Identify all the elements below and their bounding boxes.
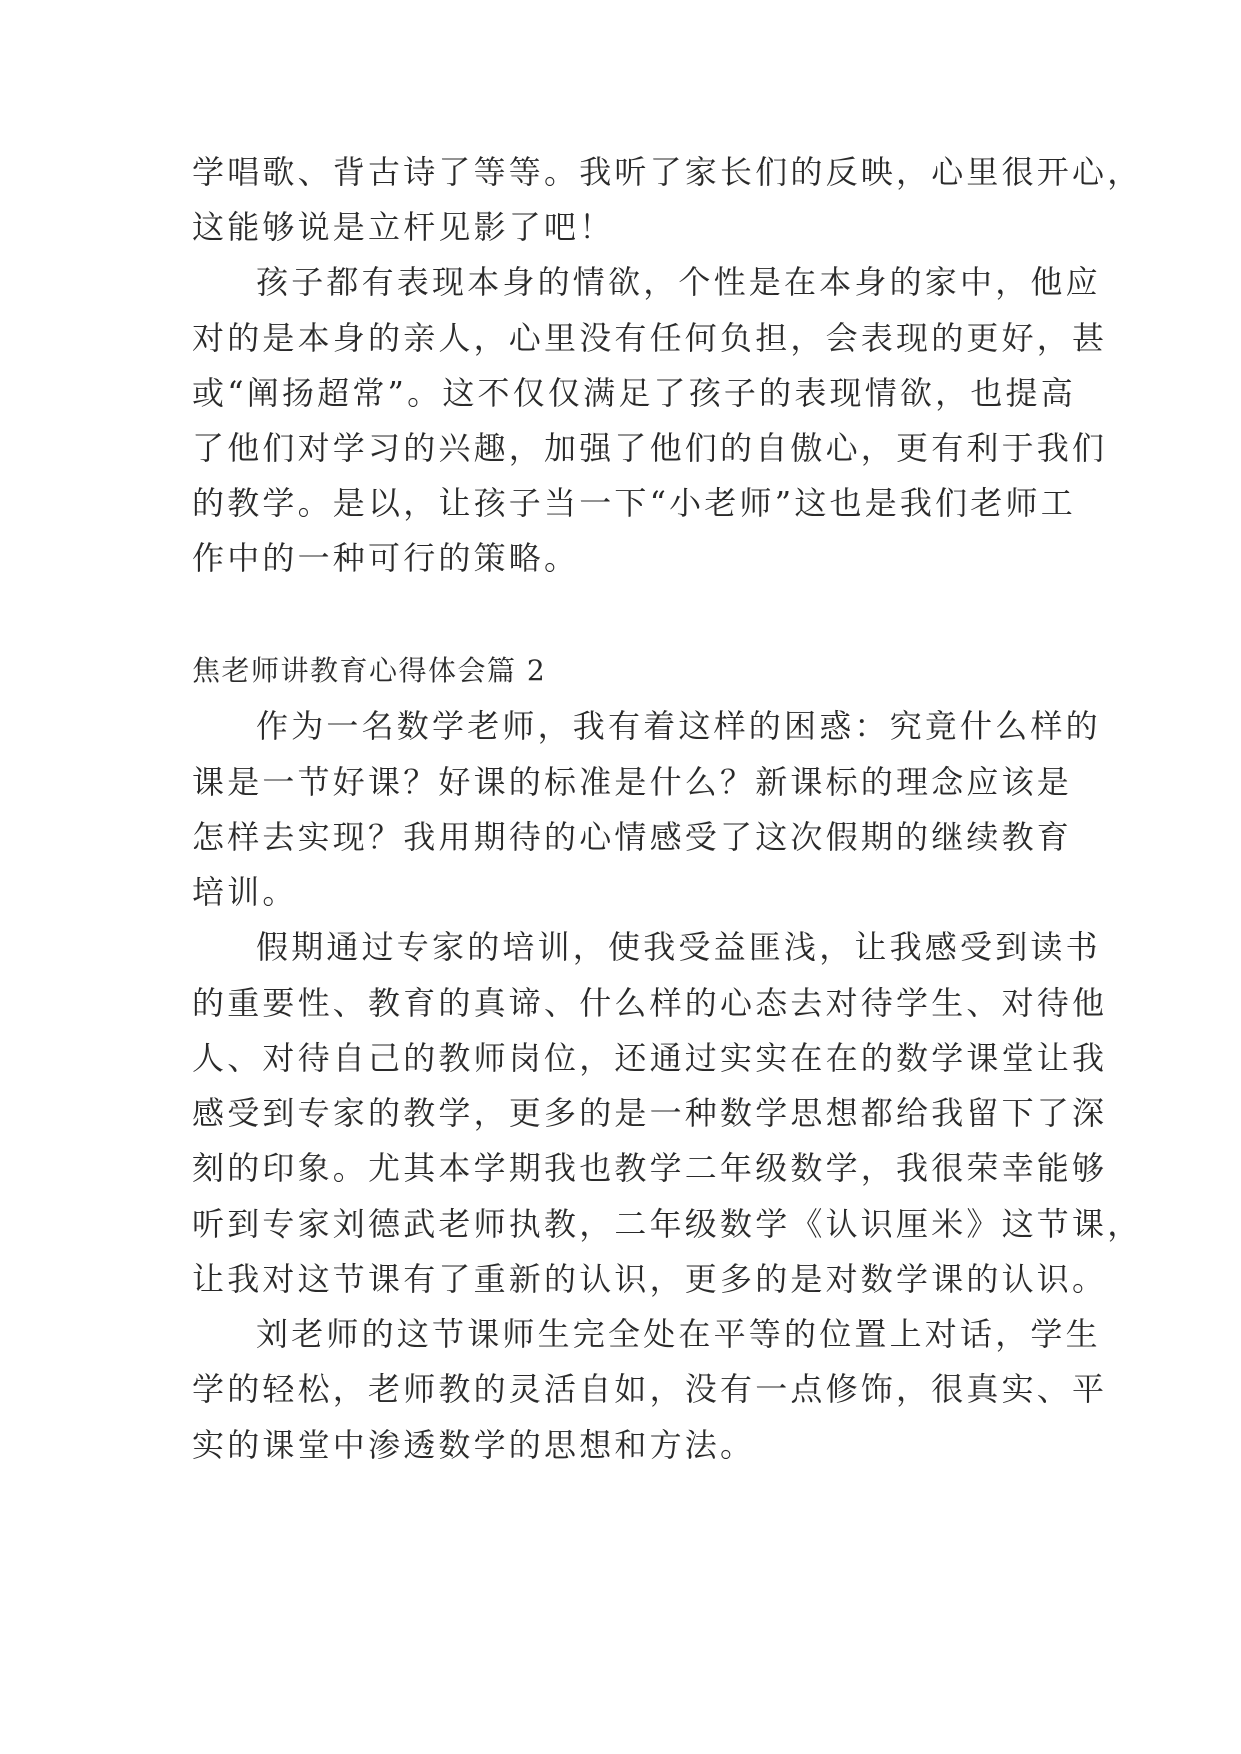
paragraph-3-line-4: 培训。 [192, 873, 298, 911]
paragraph-2-line-6: 作中的一种可行的策略。 [192, 539, 580, 577]
paragraph-4-line-4: 感受到专家的教学，更多的是一种数学思想都给我留下了深 [192, 1094, 1108, 1132]
paragraph-5-line-2: 学的轻松，老师教的灵活自如，没有一点修饰，很真实、平 [192, 1370, 1108, 1408]
paragraph-2-line-4: 了他们对学习的兴趣，加强了他们的自傲心，更有利于我们 [192, 429, 1108, 467]
paragraph-4-line-6: 听到专家刘德武老师执教，二年级数学《认识厘米》这节课， [192, 1205, 1143, 1243]
paragraph-5-line-1: 刘老师的这节课师生完全处在平等的位置上对话，学生 [256, 1315, 1101, 1353]
paragraph-2-line-5: 的教学。是以，让孩子当一下“小老师”这也是我们老师工 [192, 484, 1076, 522]
paragraph-1-line-1: 学唱歌、背古诗了等等。我听了家长们的反映，心里很开心， [192, 153, 1143, 191]
paragraph-2-line-1: 孩子都有表现本身的情欲，个性是在本身的家中，他应 [256, 263, 1101, 301]
paragraph-4-line-1: 假期通过专家的培训，使我受益匪浅，让我感受到读书 [256, 928, 1101, 966]
paragraph-4-line-2: 的重要性、教育的真谛、什么样的心态去对待学生、对待他 [192, 984, 1108, 1022]
paragraph-4-line-7: 让我对这节课有了重新的认识，更多的是对数学课的认识。 [192, 1260, 1108, 1298]
paragraph-3-line-3: 怎样去实现？我用期待的心情感受了这次假期的继续教育 [192, 818, 1073, 856]
paragraph-3-line-1: 作为一名数学老师，我有着这样的困惑：究竟什么样的 [256, 707, 1101, 745]
paragraph-4-line-5: 刻的印象。尤其本学期我也教学二年级数学，我很荣幸能够 [192, 1149, 1108, 1187]
paragraph-5-line-3: 实的课堂中渗透数学的思想和方法。 [192, 1426, 756, 1464]
paragraph-2-line-3: 或“阐扬超常”。这不仅仅满足了孩子的表现情欲，也提高 [192, 374, 1076, 412]
section-heading: 焦老师讲教育心得体会篇 2 [192, 654, 547, 687]
paragraph-1-line-2: 这能够说是立杆见影了吧！ [192, 208, 615, 246]
paragraph-4-line-3: 人、对待自己的教师岗位，还通过实实在在的数学课堂让我 [192, 1039, 1108, 1077]
paragraph-2-line-2: 对的是本身的亲人，心里没有任何负担，会表现的更好，甚 [192, 319, 1108, 357]
paragraph-3-line-2: 课是一节好课？好课的标准是什么？新课标的理念应该是 [192, 763, 1073, 801]
